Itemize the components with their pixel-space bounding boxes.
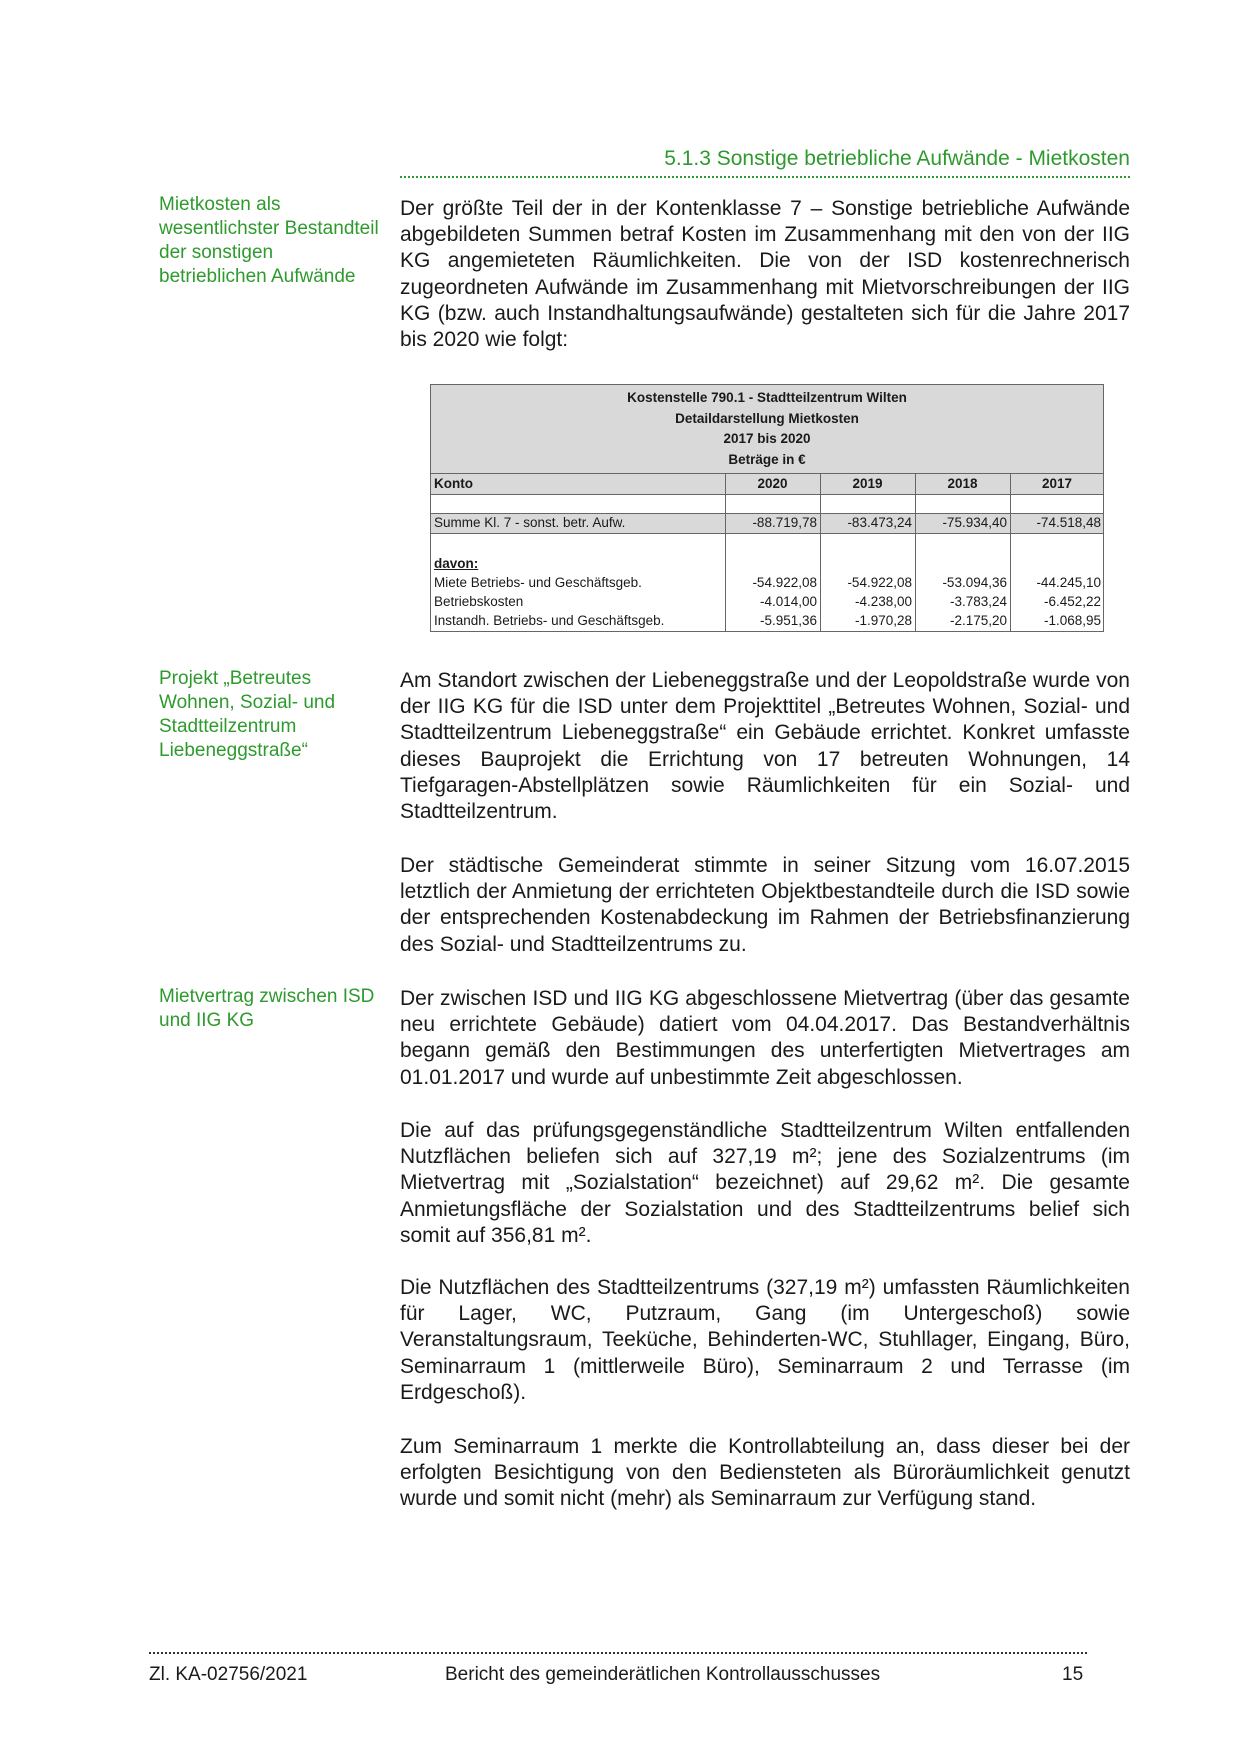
table-header-row [431,473,1103,494]
paragraph-seminarraum: Zum Seminarraum 1 merkte die Kontrollabteilung an, dass dieser bei der erfolgten Besichtigung von den Bediensteten als Büroräumlichkeit genutzt wurde und somit nicht (mehr) als Seminarraum zur Verfügung stand. [400,1435,1130,1511]
table-cell: -2.175,20 [949,613,1007,628]
table-gridline [820,473,821,631]
table-header-cell: 2017 [1041,476,1073,491]
table-cell: davon: [434,556,479,571]
table-gridline [431,533,1103,534]
table-cell: -83.473,24 [847,515,912,530]
table-cell: -6.452,22 [1043,594,1101,609]
table-gridline [1010,473,1011,631]
table-row [431,611,1103,630]
mietkosten-table [430,384,1104,632]
paragraph-intro: Der größte Teil der in der Kontenklasse 7 – Sonstige betriebliche Aufwände abgebildeten Summen betraf Kosten im Zusammenhang mit den von der IIG KG angemieteten Räumlichkeiten. Die von der ISD kostenrechnerisch zugeordneten Aufwände im Zusammenhang mit Mietvorschreibungen der IIG KG (bzw. auch Instandhaltungsaufwände) gestalteten sich für die Jahre 2017 bis 2020 wie folgt: [400,197,1130,352]
page-number: 15 [1062,1664,1084,1685]
table-header-cell: 2019 [852,476,883,491]
table-cell: -5.951,36 [759,613,817,628]
table-header-cell: 2018 [947,476,978,491]
table-cell: -75.934,40 [942,515,1007,530]
paragraph-gemeinderat: Der städtische Gemeinderat stimmte in seiner Sitzung vom 16.07.2015 letztlich der Anmietung der errichteten Objektbestandteile durch die ISD sowie der entsprechenden Kostenabdeckung im Rahmen der Betriebsfinanzierung des Sozial- und Stadtteilzentrums zu. [400,854,1130,956]
table-cell: -3.783,24 [949,594,1007,609]
footer-reference: Zl. KA-02756/2021 [149,1664,308,1685]
footer-divider [149,1652,1087,1654]
table-row [431,592,1103,611]
table-row [431,573,1103,592]
table-title-line: Kostenstelle 790.1 - Stadtteilzentrum Wilten [627,390,907,405]
table-gridline [915,473,916,631]
paragraph-raeumlichkeiten: Die Nutzflächen des Stadtteilzentrums (327,19 m²) umfassten Räumlichkeiten für Lager, WC, Putzraum, Gang (im Untergeschoß) sowie Veranstaltungsraum, Teeküche, Behinderten-WC, Stuhllager, Eingang, Büro, Seminarraum 1 (mittlerweile Büro), Seminarraum 2 und Terrasse (im Erdgeschoß). [400,1276,1130,1404]
table-row [431,513,1103,533]
table-title [431,385,1103,473]
table-cell: -4.238,00 [854,594,912,609]
table-cell: -1.970,28 [854,613,912,628]
paragraph-standort: Am Standort zwischen der Liebeneggstraße und der Leopoldstraße wurde von der IIG KG für die ISD unter dem Projekttitel „Betreutes Wohnen, Sozial- und Stadtteilzentrum Liebeneggstraße“ ein Gebäude errichtet. Konkret umfasste dieses Bauprojekt die Errichtung von 17 betreuten Wohnungen, 14 Tiefgaragen-Abstellplätzen sowie Räumlichkeiten für ein Sozial- und Stadtteilzentrum. [400,669,1130,824]
table-gridline [725,473,726,631]
table-cell: -54.922,08 [847,575,912,590]
table-cell: Betriebskosten [434,594,524,609]
table-title-line: Beträge in € [728,451,806,467]
table-title-line: 2017 bis 2020 [723,431,811,446]
table-cell: -54.922,08 [752,575,817,590]
table-cell: Instandh. Betriebs- und Geschäftsgeb. [434,613,665,628]
table-header-cell: 2020 [757,476,788,491]
margin-note-mietvertrag: Mietvertrag zwischen ISD und IIG KG [159,986,375,1031]
section-divider [400,176,1130,178]
table-header-cell: Konto [434,476,473,491]
paragraph-nutzflaechen: Die auf das prüfungsgegenständliche Stadtteilzentrum Wilten entfallenden Nutzflächen beliefen sich auf 327,19 m²; jene des Sozialzentrums (im Mietvertrag mit „Sozialstation“ bezeichnet) auf 29,62 m². Die gesamte Anmietungsfläche der Sozialstation und des Stadtteilzentrums belief sich somit auf 356,81 m². [400,1119,1130,1247]
table-gridline [431,473,1103,474]
table-gridline [431,513,1103,514]
paragraph-mietvertrag: Der zwischen ISD und IIG KG abgeschlossene Mietvertrag (über das gesamte neu errichtete Gebäude) datiert vom 04.04.2017. Das Bestandverhältnis begann gemäß den Bestimmungen des unterfertigten Mietvertrages am 01.01.2017 und wurde auf unbestimmte Zeit abgeschlossen. [400,987,1130,1089]
table-cell: -1.068,95 [1043,613,1101,628]
section-title: 5.1.3 Sonstige betriebliche Aufwände - Mietkosten [664,147,1130,170]
margin-note-mietkosten: Mietkosten als wesentlichster Bestandteil der sonstigen betrieblichen Aufwände [159,194,379,287]
footer-report-title: Bericht des gemeinderätlichen Kontrollausschusses [445,1664,881,1685]
table-row [431,555,1103,573]
table-cell: -44.245,10 [1036,575,1101,590]
table-title-line: Detaildarstellung Mietkosten [675,410,859,426]
table-cell: -74.518,48 [1036,515,1101,530]
table-cell: -4.014,00 [759,594,817,609]
table-gridline [431,494,1103,495]
table-cell: Summe Kl. 7 - sonst. betr. Aufw. [434,515,626,530]
margin-note-projekt: Projekt „Betreutes Wohnen, Sozial- und Stadtteilzentrum Liebeneggstraße“ [159,668,336,761]
table-cell: -53.094,36 [942,575,1007,590]
table-cell: -88.719,78 [752,515,817,530]
table-cell: Miete Betriebs- und Geschäftsgeb. [434,575,642,590]
